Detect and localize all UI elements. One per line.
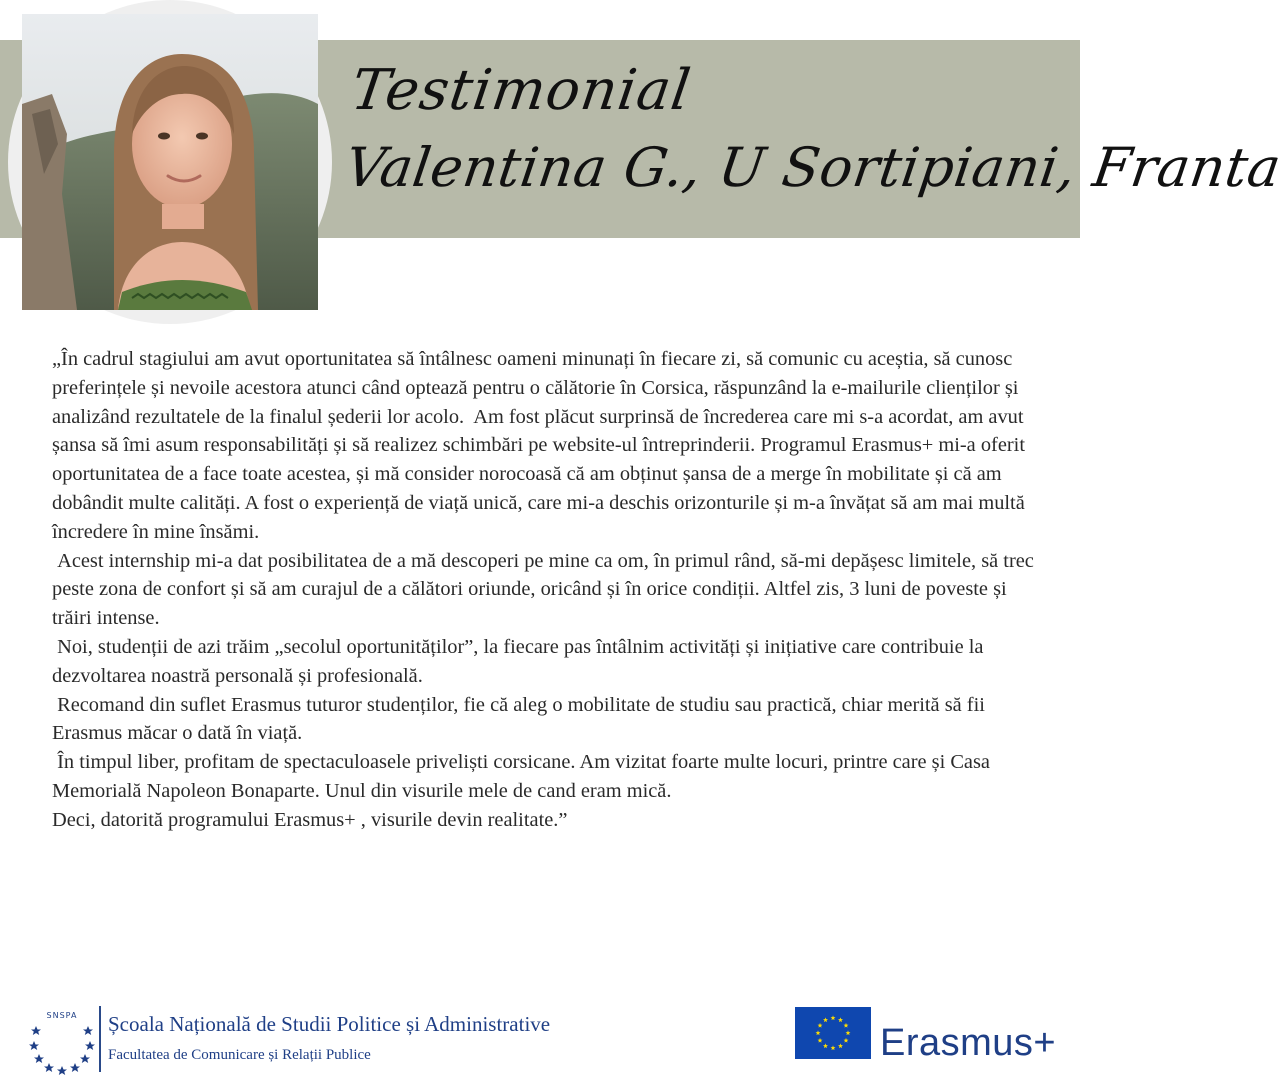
testimonial-paragraph: Noi, studenții de azi trăim „secolul oportunităților”, la fiecare pas întâlnim activități și inițiative care contribuie la dezvoltarea noastră personală și profesională. [52, 635, 989, 687]
snspa-logo-text: SNSPA [46, 1011, 78, 1020]
testimonial-paragraph: Deci, datorită programului Erasmus+ , visurile devin realitate.” [52, 808, 568, 831]
testimonial-author: Valentina G., U Sortipiani, Franta [341, 136, 1285, 199]
portrait-photo [22, 14, 318, 310]
testimonial-paragraph: În timpul liber, profitam de spectaculoasele priveliști corsicane. Am vizitat foarte multe locuri, printre care și Casa Memorială Napoleon Bonaparte. Unul din visurile mele de cand eram mică. [52, 751, 996, 802]
snspa-logo [22, 1004, 102, 1076]
testimonial-body [52, 345, 1042, 835]
faculty-name: Facultatea de Comunicare și Relații Publice [108, 1047, 371, 1063]
snspa-star-circle-icon [22, 1004, 102, 1076]
eu-flag-icon [795, 1007, 871, 1059]
testimonial-paragraph: „În cadrul stagiului am avut oportunitatea să întâlnesc oameni minunați în fiecare zi, să comunic cu aceștia, să cunosc preferințele și nevoile acestora atunci când optează pentru o călătorie în Corsica, răspunzând la e-mailurile clienților și analizând rezultatele de la finalul șederii lor acolo. Am fost plăcut surprinsă de încrederea care mi s-a acordat, am avut șansa să îmi asum responsabilități și să realizez schimbări pe website-ul întreprinderii. Programul Erasmus+ mi-a oferit oportunitatea de a face toate acestea, și mă consider norocoasă că am obținut șansa de a merge în mobilitate și că am dobândit multe calități. A fost o experiență de viață unică, care mi-a deschis orizonturile și m-a învățat să am mai multă încredere în mine însămi. [52, 348, 1031, 543]
portrait-photo-icon [22, 14, 318, 310]
footer-divider [99, 1006, 101, 1072]
testimonial-paragraph: Recomand din suflet Erasmus tuturor studenților, fie că aleg o mobilitate de studiu sau practică, chiar merită să fii Erasmus măcar o dată în viață. [52, 693, 991, 745]
school-name: Școala Națională de Studii Politice și Administrative [108, 1012, 551, 1036]
testimonial-title: Testimonial [347, 58, 695, 123]
testimonial-paragraph: Acest internship mi-a dat posibilitatea de a mă descoperi pe mine ca om, în primul rând, să-mi depășesc limitele, să trec peste zona de confort și să am curajul de a călători oriunde, oricând și în orice condiții. Altfel zis, 3 luni de poveste și trăiri intense. [52, 549, 1039, 630]
erasmus-plus-logo: Erasmus+ [880, 1022, 1057, 1064]
